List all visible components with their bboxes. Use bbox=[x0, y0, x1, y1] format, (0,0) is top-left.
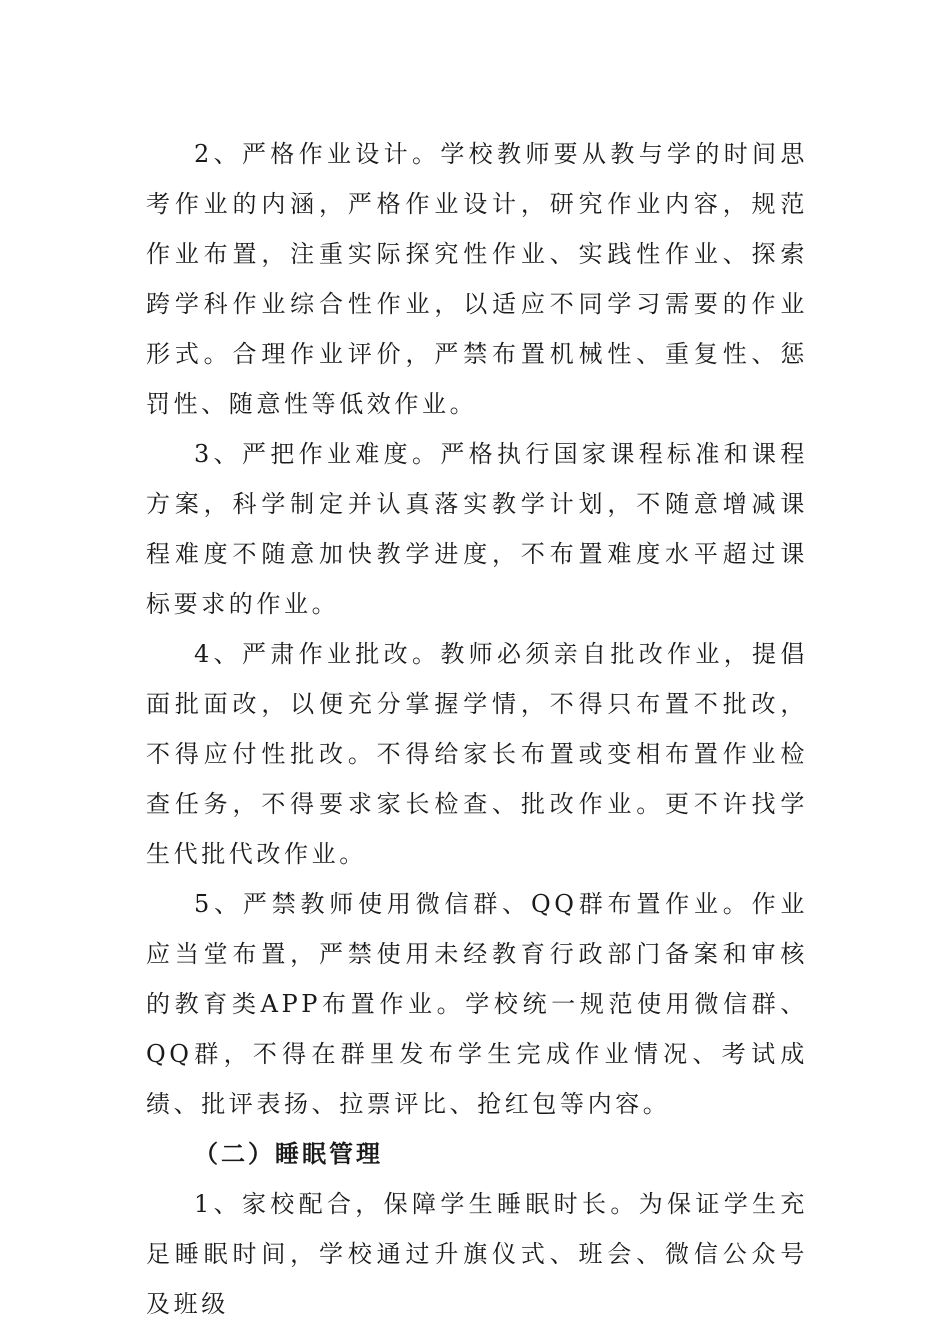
section-heading-sleep-management: （二）睡眠管理 bbox=[194, 1139, 383, 1168]
paragraph-homework-difficulty: 3、严把作业难度。严格执行国家课程标准和课程方案，科学制定并认真落实教学计划，不随意增减课程难度不随意加快教学进度，不布置难度水平超过课标要求的作业。 bbox=[146, 440, 808, 618]
paragraph-homework-grading: 4、严肃作业批改。教师必须亲自批改作业，提倡面批面改，以便充分掌握学情，不得只布置不批改，不得应付性批改。不得给家长布置或变相布置作业检查任务，不得要求家长检查、批改作业。更不许找学生代批代改作业。 bbox=[146, 640, 808, 868]
paragraph-sleep-duration: 1、家校配合，保障学生睡眠时长。为保证学生充足睡眠时间，学校通过升旗仪式、班会、微信公众号及班级 bbox=[146, 1190, 808, 1318]
document-body bbox=[146, 129, 808, 1329]
paragraph-wechat-qq-ban: 5、严禁教师使用微信群、QQ群布置作业。作业应当堂布置，严禁使用未经教育行政部门备案和审核的教育类APP布置作业。学校统一规范使用微信群、QQ群，不得在群里发布学生完成作业情况、考试成绩、批评表扬、拉票评比、抢红包等内容。 bbox=[146, 890, 808, 1118]
paragraph-homework-design: 2、严格作业设计。学校教师要从教与学的时间思考作业的内涵，严格作业设计，研究作业内容，规范作业布置，注重实际探究性作业、实践性作业、探索跨学科作业综合性作业，以适应不同学习需要的作业形式。合理作业评价，严禁布置机械性、重复性、惩罚性、随意性等低效作业。 bbox=[146, 140, 808, 418]
